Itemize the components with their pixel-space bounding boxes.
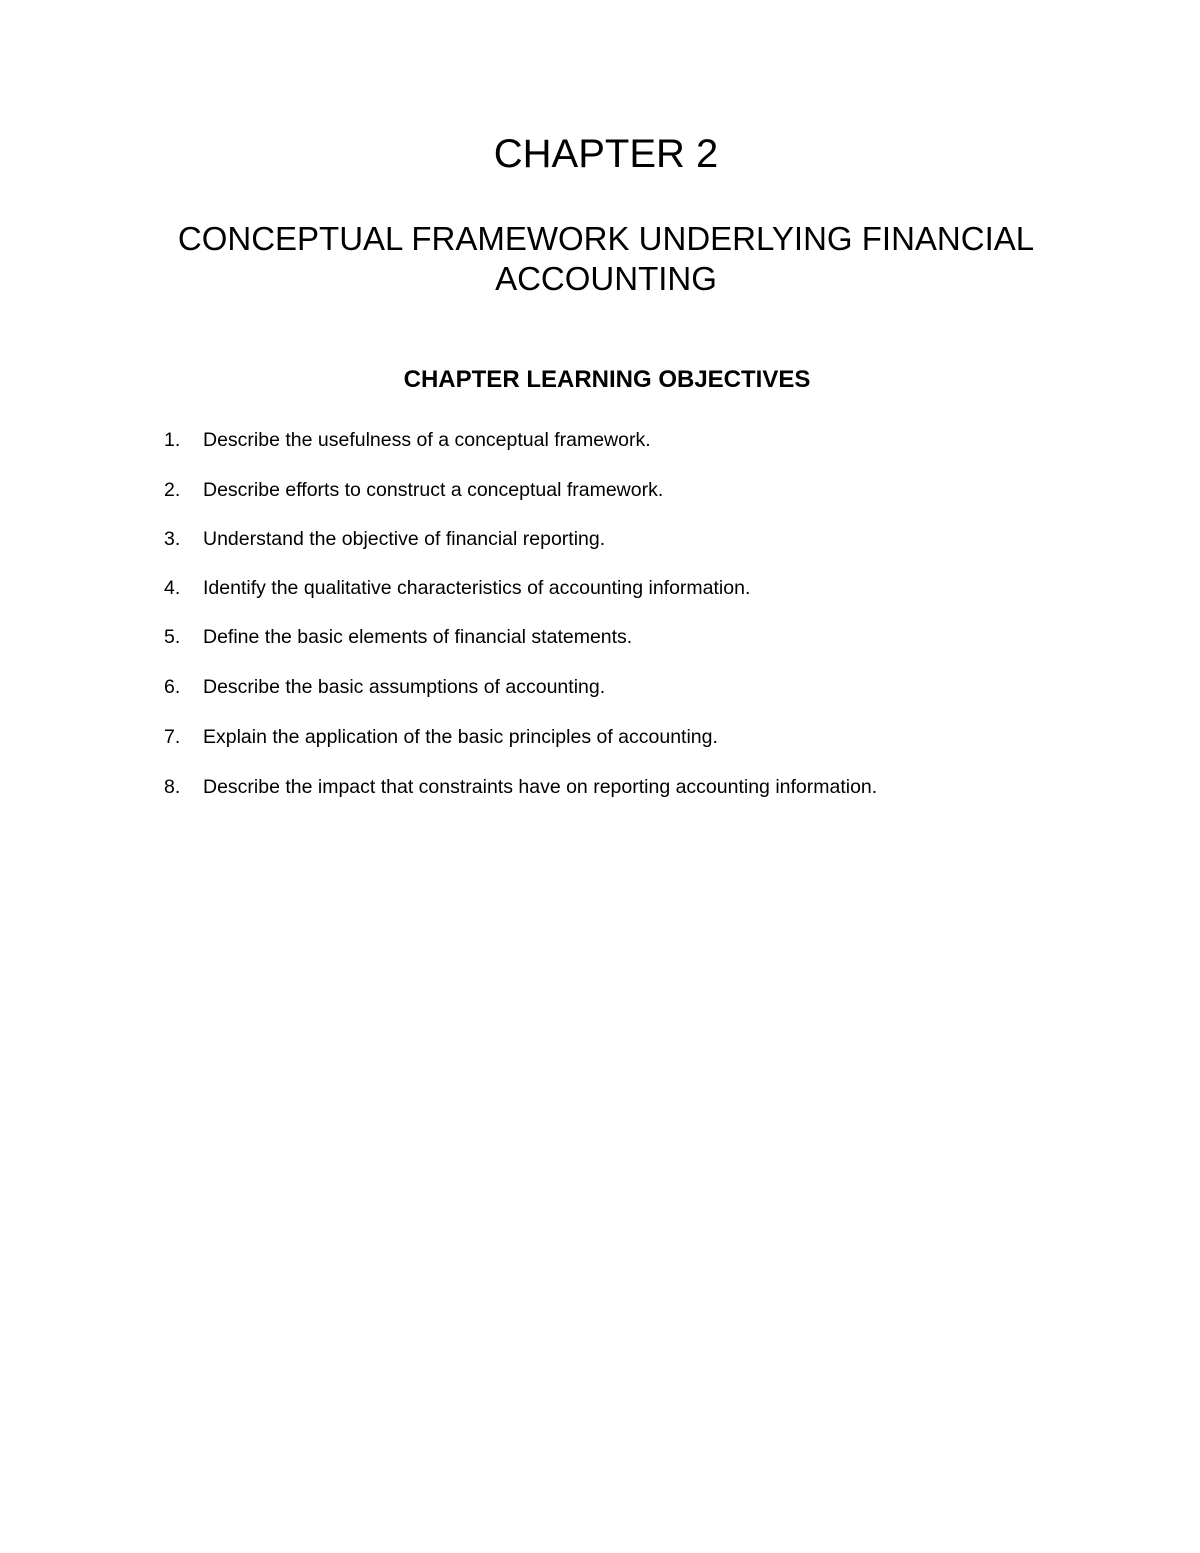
learning-objective-4 bbox=[0, 574, 1200, 602]
objective-text: Identify the qualitative characteristics of accounting information. bbox=[203, 577, 751, 599]
learning-objective-1 bbox=[0, 426, 1200, 454]
learning-objective-7 bbox=[0, 723, 1200, 751]
objective-text: Understand the objective of financial reporting. bbox=[203, 528, 606, 550]
objective-number: 7. bbox=[164, 726, 181, 748]
learning-objective-6 bbox=[0, 673, 1200, 701]
chapter-title: CHAPTER 2 bbox=[493, 132, 719, 176]
learning-objective-3 bbox=[0, 525, 1200, 553]
learning-objectives-heading: CHAPTER LEARNING OBJECTIVES bbox=[403, 366, 811, 393]
objective-text: Describe the usefulness of a conceptual framework. bbox=[203, 429, 651, 451]
objective-number: 6. bbox=[164, 676, 181, 698]
learning-objective-2 bbox=[0, 476, 1200, 504]
objective-text: Describe efforts to construct a conceptual framework. bbox=[203, 479, 664, 501]
objective-number: 1. bbox=[164, 429, 181, 451]
objective-text: Describe the impact that constraints have on reporting accounting information. bbox=[203, 776, 878, 798]
objective-number: 5. bbox=[164, 626, 181, 648]
objective-text: Define the basic elements of financial statements. bbox=[203, 626, 633, 648]
objective-number: 4. bbox=[164, 577, 181, 599]
objective-number: 3. bbox=[164, 528, 181, 550]
learning-objective-5 bbox=[0, 623, 1200, 651]
learning-objective-8 bbox=[0, 773, 1200, 801]
chapter-subtitle: CONCEPTUAL FRAMEWORK UNDERLYING FINANCIAL ACCOUNTING bbox=[177, 220, 1035, 297]
objective-text: Explain the application of the basic principles of accounting. bbox=[203, 726, 718, 748]
objective-text: Describe the basic assumptions of accounting. bbox=[203, 676, 606, 698]
objective-number: 8. bbox=[164, 776, 181, 798]
objective-number: 2. bbox=[164, 479, 181, 501]
